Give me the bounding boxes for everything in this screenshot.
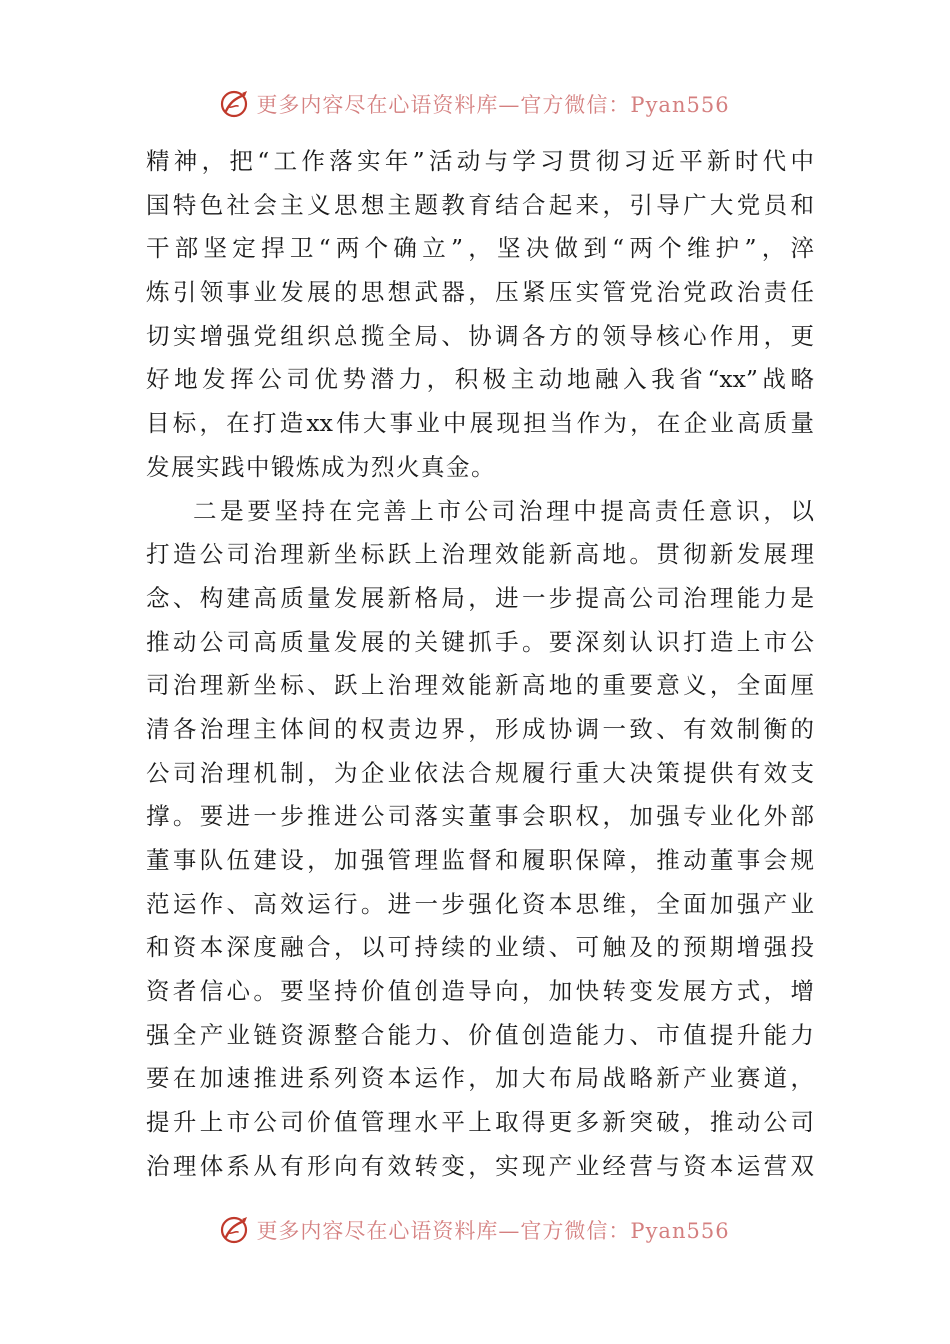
text-line: 资者信心。要坚持价值创造导向，加快转变发展方式，增 bbox=[146, 977, 814, 1006]
text-line: 好地发挥公司优势潜力，积极主动地融入我省“xx”战略 bbox=[146, 365, 814, 394]
text-line: 切实增强党组织总揽全局、协调各方的领导核心作用，更 bbox=[146, 321, 814, 350]
text-line: 干部坚定捍卫“两个确立”，坚决做到“两个维护”，淬 bbox=[146, 234, 814, 263]
text-line: 国特色社会主义思想主题教育结合起来，引导广大党员和 bbox=[146, 190, 814, 219]
text-line: 司治理新坐标、跃上治理效能新高地的重要意义，全面厘 bbox=[146, 671, 814, 700]
text-line: 治理体系从有形向有效转变，实现产业经营与资本运营双 bbox=[146, 1151, 814, 1180]
text-line: 清各治理主体间的权责边界，形成协调一致、有效制衡的 bbox=[146, 714, 814, 743]
paragraph-first-line: 二是要坚持在完善上市公司治理中提高责任意识，以 bbox=[193, 496, 814, 525]
pen-signature-logo-icon bbox=[220, 1215, 250, 1245]
text-line: 提升上市公司价值管理水平上取得更多新突破，推动公司 bbox=[146, 1108, 814, 1137]
text-line: 董事队伍建设，加强管理监督和履职保障，推动董事会规 bbox=[146, 846, 814, 874]
pen-signature-logo-icon bbox=[220, 89, 250, 119]
text-line: 打造公司治理新坐标跃上治理效能新高地。贯彻新发展理 bbox=[146, 540, 814, 569]
text-line: 炼引领事业发展的思想武器，压紧压实管党治党政治责任 bbox=[146, 278, 814, 307]
text-line: 精神，把“工作落实年”活动与学习贯彻习近平新时代中 bbox=[146, 147, 814, 175]
document-body bbox=[146, 140, 814, 1189]
text-line: 公司治理机制，为企业依法合规履行重大决策提供有效支 bbox=[146, 758, 814, 787]
header-banner-text: 更多内容尽在心语资料库—官方微信：Pyan556 bbox=[256, 93, 730, 117]
footer-banner bbox=[0, 1210, 950, 1250]
text-line: 目标，在打造xx伟大事业中展现担当作为，在企业高质量 bbox=[146, 409, 814, 438]
header-banner bbox=[0, 84, 950, 124]
footer-banner-text: 更多内容尽在心语资料库—官方微信：Pyan556 bbox=[256, 1219, 730, 1243]
text-line: 范运作、高效运行。进一步强化资本思维，全面加强产业 bbox=[146, 889, 814, 918]
text-line: 念、构建高质量发展新格局，进一步提高公司治理能力是 bbox=[146, 583, 814, 612]
text-line: 发展实践中锻炼成为烈火真金。 bbox=[146, 452, 496, 481]
text-line: 推动公司高质量发展的关键抓手。要深刻认识打造上市公 bbox=[146, 627, 814, 656]
text-line: 和资本深度融合，以可持续的业绩、可触及的预期增强投 bbox=[146, 933, 814, 962]
text-line: 撑。要进一步推进公司落实董事会职权，加强专业化外部 bbox=[146, 802, 814, 831]
text-line: 强全产业链资源整合能力、价值创造能力、市值提升能力 bbox=[146, 1020, 814, 1049]
text-line: 要在加速推进系列资本运作，加大布局战略新产业赛道， bbox=[146, 1064, 814, 1093]
